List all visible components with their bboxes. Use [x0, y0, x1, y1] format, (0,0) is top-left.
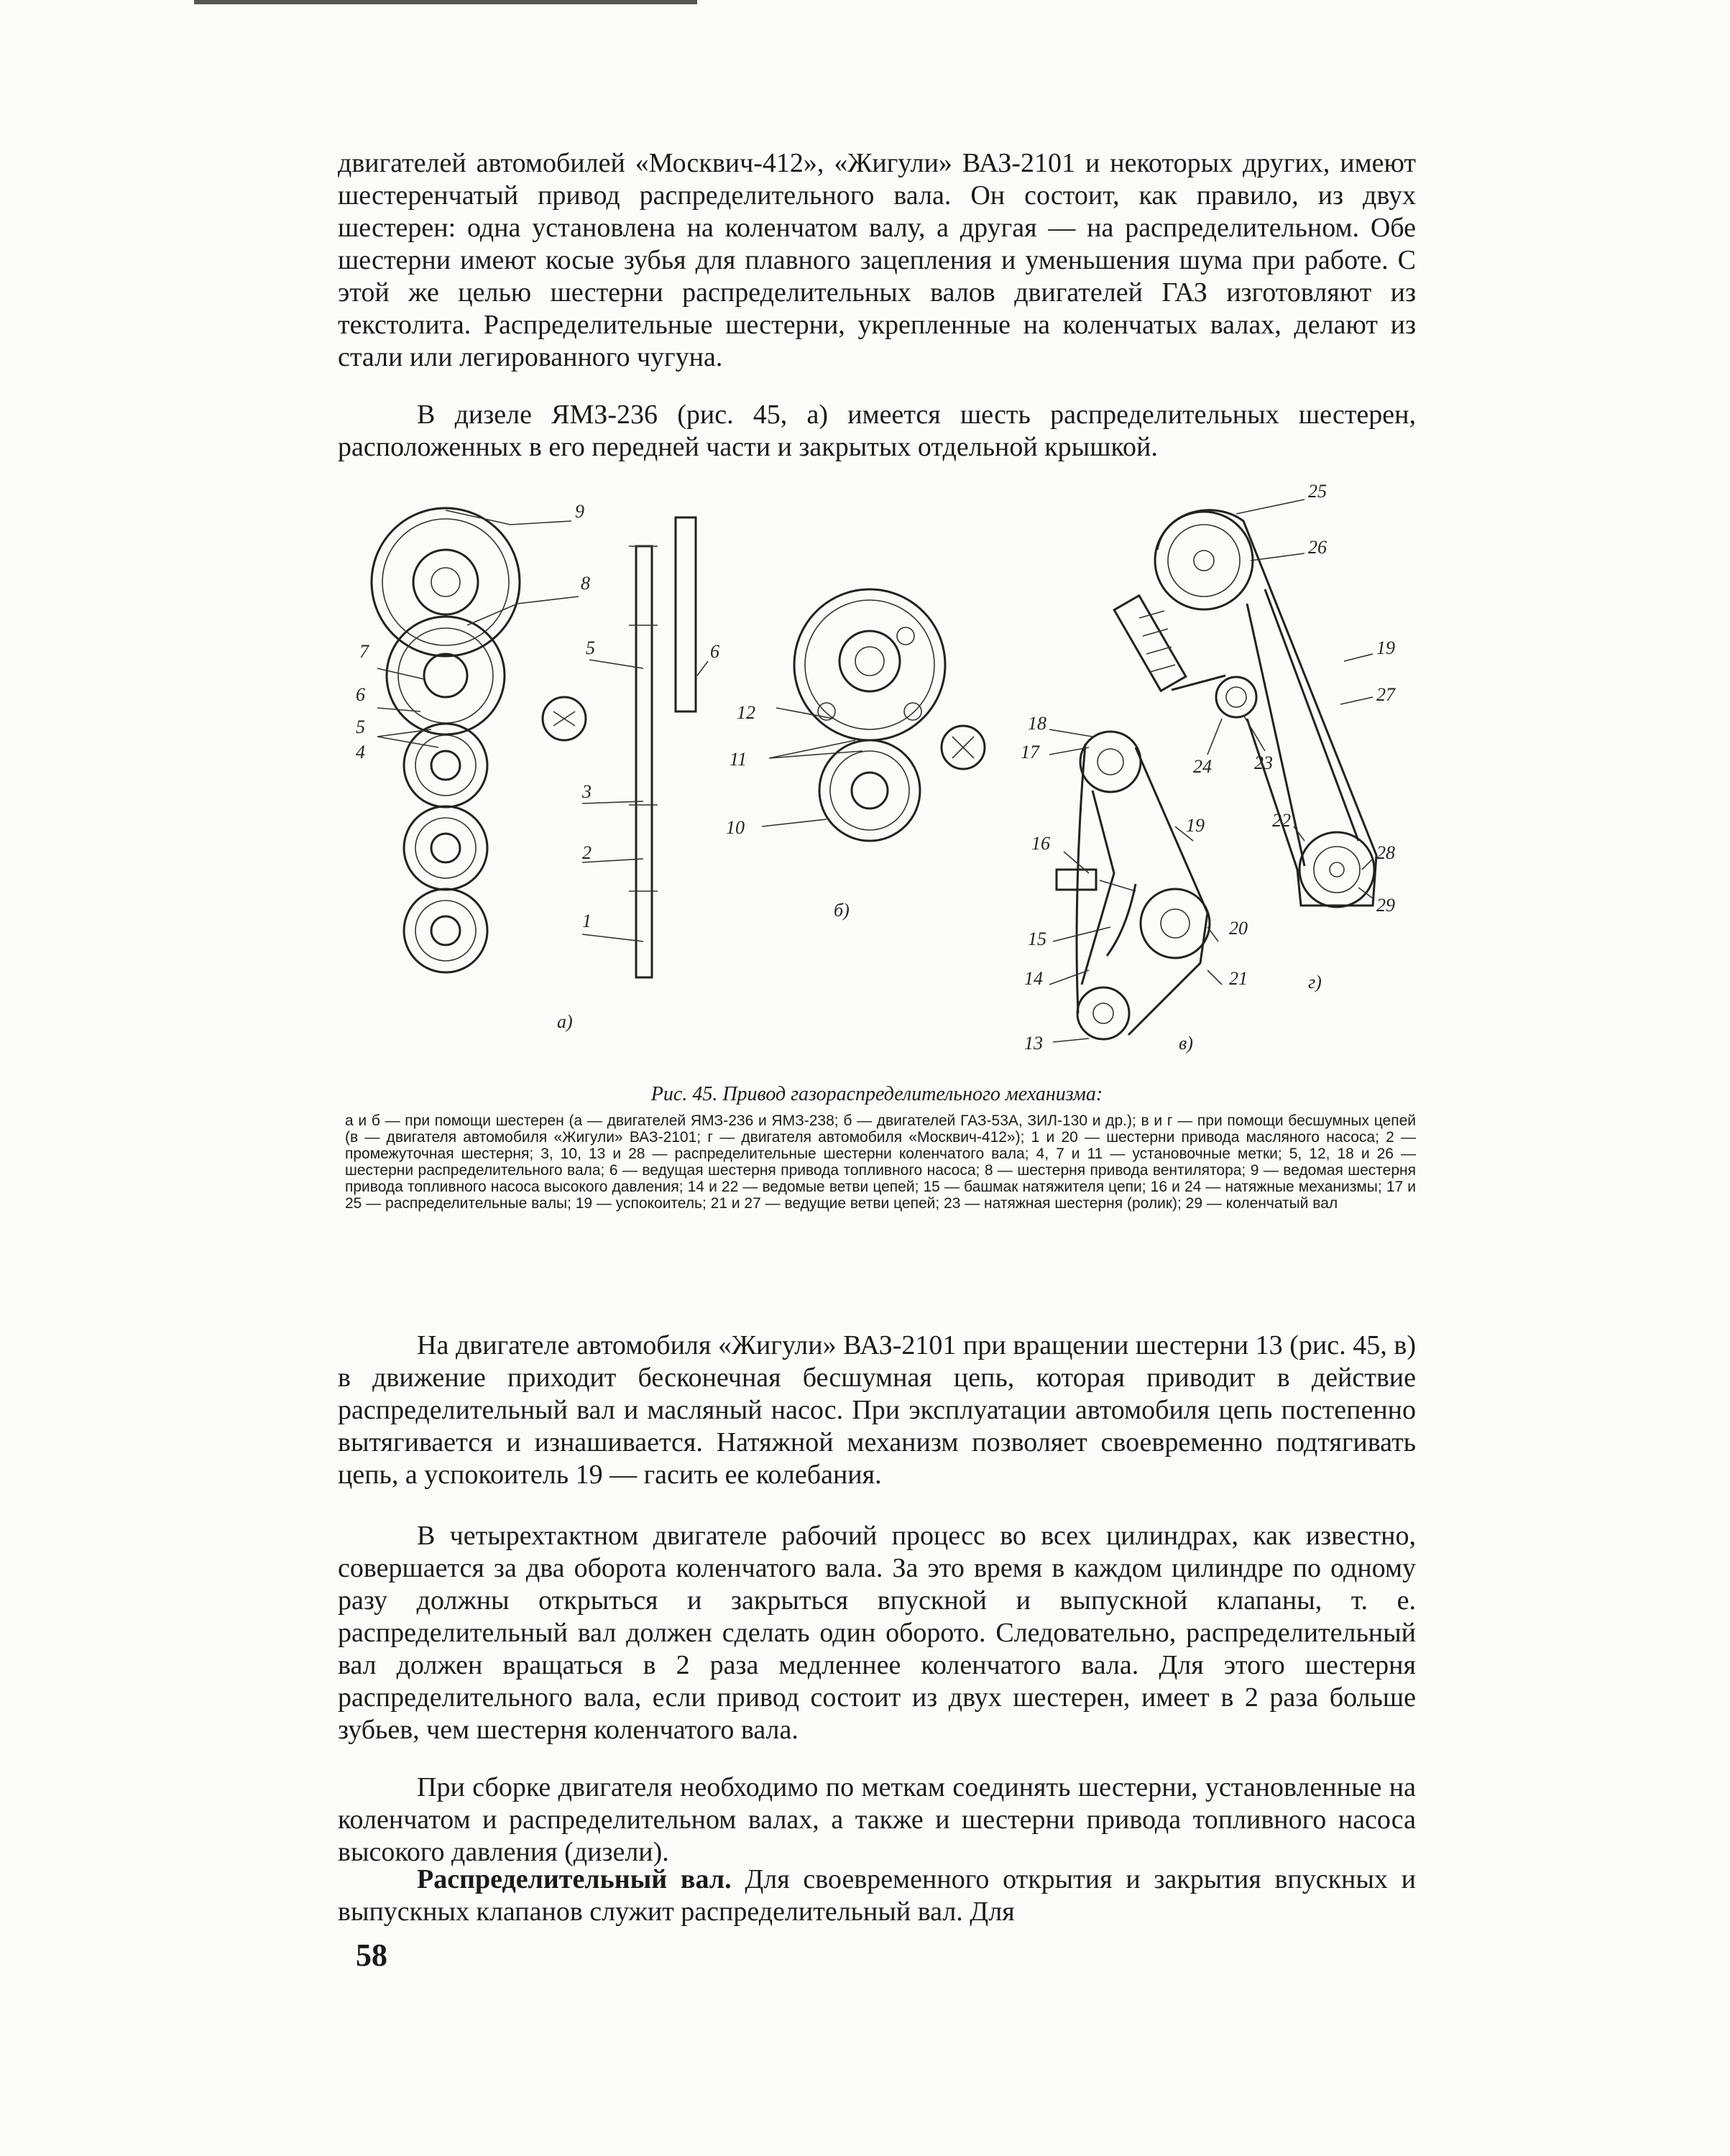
label-20: 20 [1229, 918, 1248, 939]
paragraph-2-text: В дизеле ЯМЗ-236 (рис. 45, а) имеется шесть распределительных шестерен, расположенных в его передней части и закрытых отдельной крышкой. [338, 400, 1416, 462]
label-3: 3 [582, 781, 592, 802]
figure-45-diagram [338, 482, 1423, 1085]
label-18: 18 [1028, 713, 1046, 734]
label-27: 27 [1376, 684, 1395, 705]
subfigure-label-g: г) [1308, 972, 1322, 992]
paragraph-3 [338, 1330, 1416, 1491]
paragraph-6 [338, 1864, 1416, 1928]
scan-edge-mark [194, 0, 697, 4]
label-28: 28 [1376, 842, 1395, 863]
label-19: 19 [1186, 815, 1205, 836]
label-5: 5 [586, 637, 595, 658]
label-4: 4 [356, 742, 365, 763]
label-9: 9 [575, 501, 584, 522]
subfigure-a [356, 501, 719, 1032]
label-12: 12 [737, 702, 755, 723]
paragraph-6-text [338, 1864, 1416, 1928]
figure-caption-legend: а и б — при помощи шестерен (а — двигателей ЯМЗ-236 и ЯМЗ-238; б — двигателей ГАЗ-53А, ЗИЛ-130 и др.); в и г — при помощи бесшумных цепей (в — двигателя автомобиля «Жигули» ВАЗ-2101; г — двигателя автомобиля «Москвич-412»); 1 и 20 — шестерни привода масляного насоса; 2 — промежуточная шестерня; 3, 10, 13 и 28 — распределительные шестерни коленчатого вала; 4, 7 и 11 — установочные метки; 5, 12, 18 и 26 — шестерни распределительного вала; 6 — ведущая шестерня привода топливного насоса; 8 — шестерня привода вентилятора; 9 — ведомая шестерня привода топливного насоса высокого давления; 14 и 22 — ведомые ветви цепей; 15 — башмак натяжителя цепи; 16 и 24 — натяжные механизмы; 17 и 25 — распределительные валы; 19 — успокоитель; 21 и 27 — ведущие ветви цепей; 23 — натяжная шестерня (ролик); 29 — коленчатый вал [345, 1112, 1416, 1212]
label-11: 11 [730, 749, 747, 770]
label-24: 24 [1193, 756, 1212, 777]
label-1: 1 [582, 911, 592, 931]
subfigure-v [1021, 713, 1248, 1054]
paragraph-1 [338, 147, 1416, 374]
label-26: 26 [1308, 537, 1327, 558]
paragraph-1-text: двигателей автомобилей «Москвич-412», «Жигули» ВАЗ-2101 и некоторых других, имеют шестеренчатый привод распределительного вала. Он состоит, как правило, из двух шестерен: одна установлена на коленчатом валу, а другая — на распределительном. Обе шестерни имеют косые зубья для плавного зацепления и уменьшения шума при работе. С этой же целью шестерни распределительных валов двигателей ГАЗ изготовляют из текстолита. Распределительные шестерни, укрепленные на коленчатых валах, делают из стали или легированного чугуна. [338, 148, 1416, 372]
subfigure-label-b: б) [834, 900, 850, 921]
label-16: 16 [1031, 833, 1050, 854]
paragraph-4 [338, 1520, 1416, 1746]
figure-caption-title: Рис. 45. Привод газораспределительного механизма: [650, 1083, 1103, 1105]
paragraph-5-text: При сборке двигателя необходимо по меткам соединять шестерни, установленные на коленчатом и распределительном валах, а также и шестерни привода топливного насоса высокого давления (дизели). [338, 1772, 1416, 1867]
label-10: 10 [726, 817, 745, 838]
paragraph-3-text: На двигателе автомобиля «Жигули» ВАЗ-2101 при вращении шестерни 13 (рис. 45, в) в движение приходит бесконечная бесшумная цепь, которая приводит в действие распределительный вал и масляный насос. При эксплуатации автомобиля цепь постепенно вытягивается и изнашивается. Натяжной механизм позволяет своевременно подтягивать цепь, а успокоитель 19 — гасить ее колебания. [338, 1330, 1416, 1490]
paragraph-5 [338, 1772, 1416, 1869]
paragraph-6-body: Для своевременного открытия и закрытия впускных и выпускных клапанов служит распределительный вал. Для [338, 1864, 1416, 1927]
label-19-g: 19 [1376, 637, 1395, 658]
label-15: 15 [1028, 929, 1046, 949]
label-8: 8 [581, 573, 590, 594]
subfigure-label-a: а) [557, 1011, 573, 1032]
section-heading-camshaft: Распределительный вал. [417, 1864, 732, 1894]
page-number: 58 [356, 1938, 387, 1973]
paragraph-2 [338, 399, 1416, 464]
label-13: 13 [1024, 1033, 1043, 1054]
subfigure-g [1114, 482, 1396, 992]
label-7: 7 [359, 641, 369, 662]
label-2: 2 [582, 842, 592, 863]
label-17: 17 [1021, 742, 1039, 763]
label-22: 22 [1272, 810, 1291, 831]
label-29: 29 [1376, 895, 1395, 916]
label-25: 25 [1308, 482, 1327, 502]
label-5-left: 5 [356, 717, 365, 737]
subfigure-label-v: в) [1179, 1033, 1193, 1054]
label-14: 14 [1024, 968, 1043, 989]
label-23: 23 [1254, 752, 1273, 773]
subfigure-b [726, 589, 985, 921]
paragraph-4-text: В четырехтактном двигателе рабочий процесс во всех цилиндрах, как известно, совершается за два оборота коленчатого вала. За это время в каждом цилиндре по одному разу должны открыться и закрыться впускной и выпускной клапаны, т. е. распределительный вал должен сделать один оборото. Следовательно, распределительный вал должен вращаться в 2 раза медленнее коленчатого вала. Для этого шестерня распределительного вала, если привод состоит из двух шестерен, имеет в 2 раза больше зубьев, чем шестерня коленчатого вала. [338, 1521, 1416, 1745]
label-6-side: 6 [710, 641, 719, 662]
label-21: 21 [1229, 968, 1248, 989]
label-6: 6 [356, 684, 365, 705]
